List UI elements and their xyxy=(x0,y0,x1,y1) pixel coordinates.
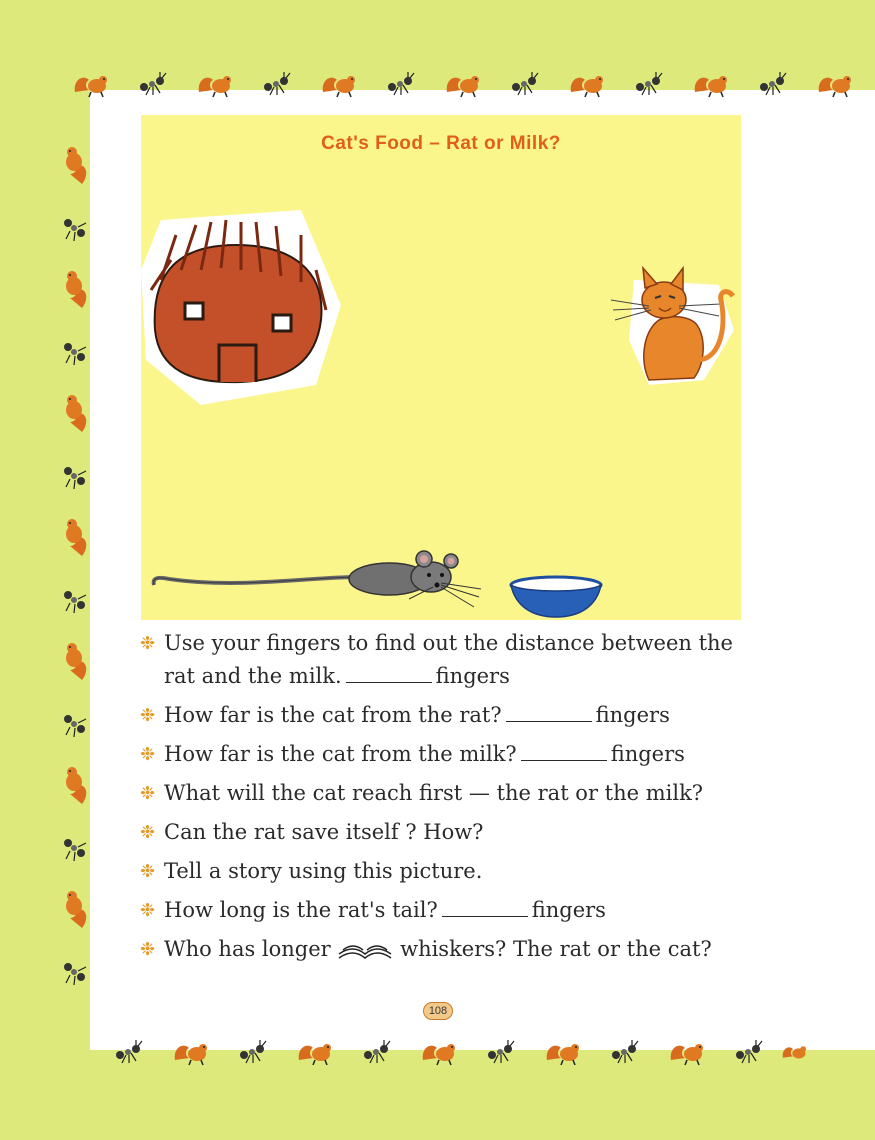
activity-picture xyxy=(141,115,741,620)
question-suffix: whiskers? The rat or the cat? xyxy=(400,937,712,961)
ant-icon xyxy=(222,1036,284,1068)
list-item xyxy=(140,627,740,693)
squirrel-icon xyxy=(184,68,246,100)
squirrel-icon xyxy=(55,755,95,817)
list-item xyxy=(140,777,740,810)
cat-illustration xyxy=(609,260,739,390)
list-item xyxy=(140,816,740,849)
squirrel-icon xyxy=(432,68,494,100)
ant-icon xyxy=(594,1036,656,1068)
squirrel-icon xyxy=(55,259,95,321)
bullet-icon: ❉ xyxy=(140,822,156,843)
ant-icon xyxy=(494,68,556,100)
question-suffix: fingers xyxy=(531,898,606,922)
picture-title: Cat's Food – Rat or Milk? xyxy=(321,133,561,154)
squirrel-icon xyxy=(408,1036,470,1068)
ant-icon xyxy=(55,693,95,755)
ant-icon xyxy=(246,68,308,100)
question-text: What will the cat reach first — the rat or the milk? xyxy=(164,781,704,805)
answer-blank[interactable] xyxy=(442,896,528,917)
question-text: How long is the rat's tail? xyxy=(164,898,438,922)
question-list xyxy=(140,627,740,972)
squirrel-icon xyxy=(556,68,618,100)
squirrel-icon xyxy=(55,135,95,197)
whiskers-icon xyxy=(337,942,393,960)
squirrel-icon xyxy=(160,1036,222,1068)
ant-icon xyxy=(742,68,804,100)
ant-icon xyxy=(55,941,95,1003)
squirrel-icon xyxy=(804,68,866,100)
question-text: Tell a story using this picture. xyxy=(164,859,483,883)
ant-icon xyxy=(55,445,95,507)
squirrel-icon xyxy=(55,507,95,569)
bullet-icon: ❉ xyxy=(140,744,156,765)
ant-icon xyxy=(55,321,95,383)
ant-icon xyxy=(370,68,432,100)
ant-icon xyxy=(55,817,95,879)
question-text: How far is the cat from the rat? xyxy=(164,703,502,727)
answer-blank[interactable] xyxy=(506,701,592,722)
answer-blank[interactable] xyxy=(346,662,432,683)
page-number xyxy=(418,998,458,1024)
rat-illustration xyxy=(149,547,489,617)
bullet-icon: ❉ xyxy=(140,939,156,960)
bullet-icon: ❉ xyxy=(140,900,156,921)
bullet-icon: ❉ xyxy=(140,705,156,726)
ant-icon xyxy=(122,68,184,100)
left-border xyxy=(55,135,95,1003)
ant-icon xyxy=(618,68,680,100)
question-text: Can the rat save itself ? How? xyxy=(164,820,484,844)
question-text: How far is the cat from the milk? xyxy=(164,742,517,766)
squirrel-icon xyxy=(55,879,95,941)
question-suffix: fingers xyxy=(595,703,670,727)
squirrel-icon xyxy=(308,68,370,100)
squirrel-icon xyxy=(60,68,122,100)
list-item xyxy=(140,855,740,888)
milk-bowl-illustration xyxy=(509,575,604,620)
squirrel-icon xyxy=(656,1036,718,1068)
ant-icon xyxy=(346,1036,408,1068)
ant-icon xyxy=(55,569,95,631)
bullet-icon: ❉ xyxy=(140,783,156,804)
squirrel-icon xyxy=(284,1036,346,1068)
ant-icon xyxy=(470,1036,532,1068)
question-suffix: fingers xyxy=(610,742,685,766)
top-border xyxy=(60,68,866,100)
list-item xyxy=(140,738,740,771)
bullet-icon: ❉ xyxy=(140,633,156,654)
question-text: Use your fingers to find out the distance between the rat and the milk. xyxy=(164,631,733,688)
rat-hole-illustration xyxy=(141,210,341,410)
list-item xyxy=(140,699,740,732)
ant-icon xyxy=(98,1036,160,1068)
list-item xyxy=(140,894,740,927)
page-number-label: 108 xyxy=(423,1002,453,1020)
squirrel-icon xyxy=(55,631,95,693)
squirrel-icon xyxy=(780,1036,809,1068)
bottom-border xyxy=(98,1036,809,1068)
squirrel-icon xyxy=(55,383,95,445)
question-text: Who has longer xyxy=(164,937,331,961)
bullet-icon: ❉ xyxy=(140,861,156,882)
ant-icon xyxy=(718,1036,780,1068)
squirrel-icon xyxy=(680,68,742,100)
squirrel-icon xyxy=(532,1036,594,1068)
answer-blank[interactable] xyxy=(521,740,607,761)
question-suffix: fingers xyxy=(435,664,510,688)
ant-icon xyxy=(55,197,95,259)
list-item xyxy=(140,933,740,966)
